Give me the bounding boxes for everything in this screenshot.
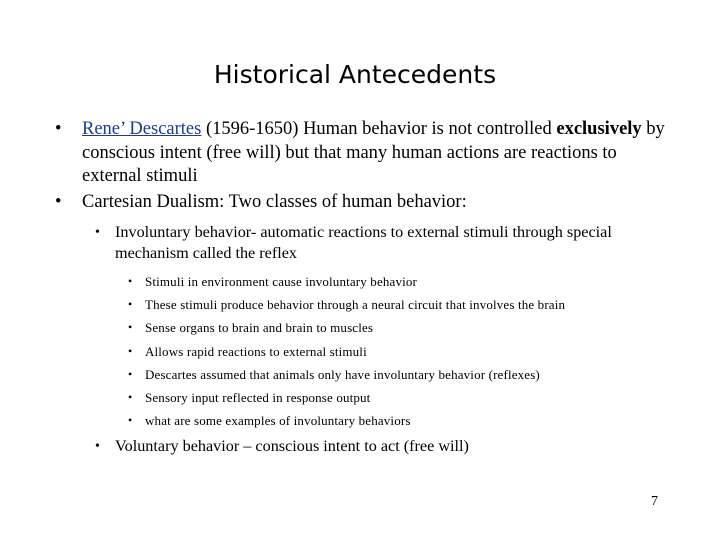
detail-text: Sense organs to brain and brain to muscles <box>145 320 374 336</box>
bullet-dot: • <box>55 119 62 139</box>
bullet-descartes <box>0 118 720 189</box>
detail-item <box>0 386 620 409</box>
page-number: 7 <box>651 494 658 509</box>
detail-item <box>0 340 620 363</box>
bullet-dot: • <box>55 191 62 212</box>
bullet-dot: • <box>128 274 133 288</box>
bullet-cartesian-dualism <box>0 191 720 458</box>
sub-bullet-text: Voluntary behavior – conscious intent to act (free will) <box>115 437 469 456</box>
bullet-bold-text: exclusively <box>556 119 642 139</box>
bullet-dot: • <box>128 320 133 335</box>
detail-list <box>115 270 620 432</box>
detail-item <box>0 363 620 386</box>
bullet-list <box>0 118 720 457</box>
bullet-dot: • <box>128 343 133 358</box>
bullet-dot: • <box>128 366 133 381</box>
detail-text: Allows rapid reactions to external stimuli <box>145 343 367 359</box>
descartes-link[interactable]: Rene’ Descartes <box>82 119 202 139</box>
sub-bullet-involuntary <box>0 222 680 432</box>
detail-text: Sensory input reflected in response output <box>145 390 371 406</box>
bullet-dot: • <box>128 297 133 312</box>
bullet-dot: • <box>128 413 133 428</box>
detail-text: Stimuli in environment cause involuntary behavior <box>145 274 417 289</box>
detail-item <box>0 293 620 316</box>
bullet-text: (1596-1650) Human behavior is not controlled <box>201 119 557 139</box>
sub-bullet-list <box>82 222 680 457</box>
detail-item <box>0 409 620 432</box>
detail-item <box>0 270 620 293</box>
detail-text: Descartes assumed that animals only have involuntary behavior (reflexes) <box>145 366 540 382</box>
detail-text: These stimuli produce behavior through a neural circuit that involves the brain <box>145 297 566 313</box>
bullet-text-end: by conscious intent (free will) but that many human actions are reactions to external stimuli <box>82 119 665 186</box>
bullet-text: Cartesian Dualism: Two classes of human behavior: <box>82 191 467 212</box>
detail-text: what are some examples of involuntary behaviors <box>145 413 411 429</box>
slide-title: Historical Antecedents <box>213 60 497 89</box>
sub-bullet-voluntary <box>0 436 680 457</box>
bullet-dot: • <box>95 225 100 240</box>
detail-item <box>0 316 620 339</box>
bullet-dot: • <box>95 439 100 455</box>
bullet-dot: • <box>128 390 133 405</box>
sub-bullet-text: Involuntary behavior- automatic reactions to external stimuli through special mechanism called the reflex <box>115 223 612 262</box>
